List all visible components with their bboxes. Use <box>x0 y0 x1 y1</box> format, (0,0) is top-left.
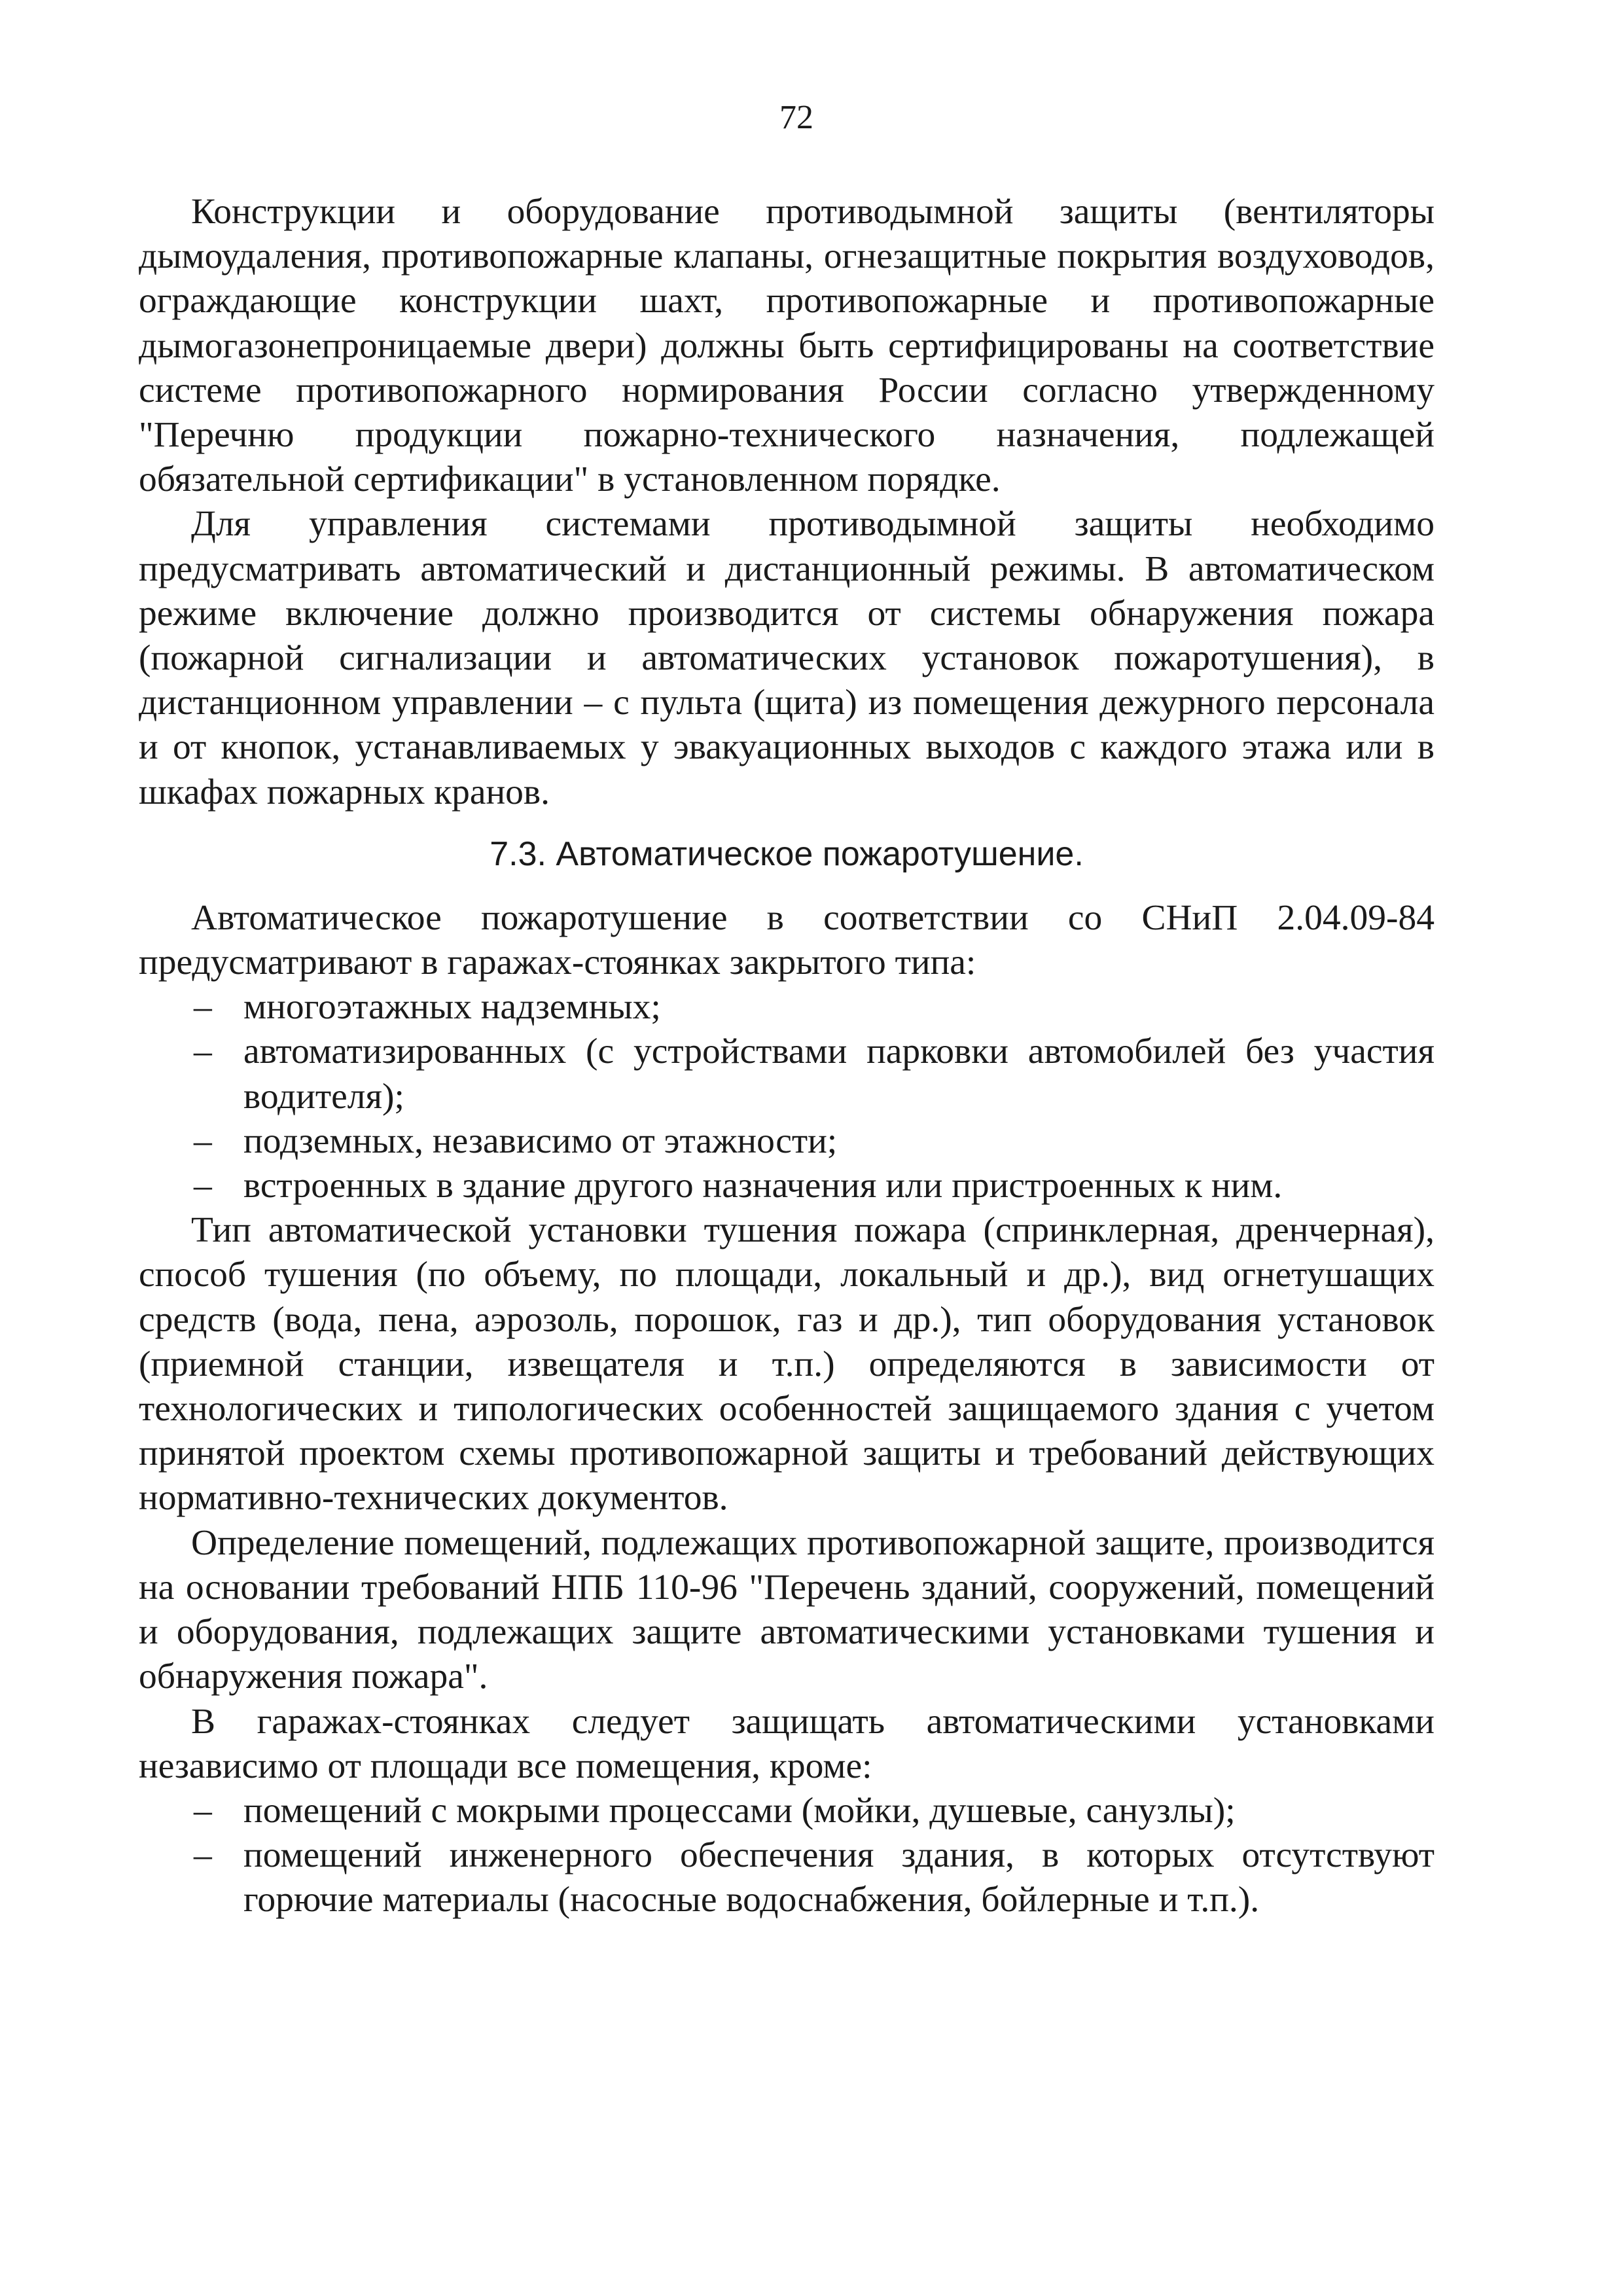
paragraph-smoke-protection-control: Для управления системами противодымной защиты необходимо предусматривать автоматический и дистанционный режимы. В автоматическом режиме включение должно производится от системы обнаружения пожара (пожарной сигнализации и автоматических установок пожаротушения), в дистанционном управлении – с пульта (щита) из помещения дежурного персонала и от кнопок, устанавливаемых у эвакуационных выходов с каждого этажа или в шкафах пожарных кранов. <box>139 504 1435 812</box>
list-item <box>139 1164 1435 1208</box>
paragraph-auto-extinguishing-intro: Автоматическое пожаротушение в соответствии со СНиП 2.04.09-84 предусматривают в гаражах-стоянках закрытого типа: <box>139 897 1435 983</box>
list-item-text: автоматизированных (с устройствами парковки автомобилей без участия водителя); <box>243 1031 1435 1117</box>
list-item <box>139 1789 1435 1833</box>
list-item <box>139 1833 1435 1922</box>
list-item <box>139 1119 1435 1164</box>
dash-marker: – <box>194 987 212 1028</box>
list-item-text: помещений инженерного обеспечения здания, в которых отсутствуют горючие материалы (насосные водоснабжения, бойлерные и т.п.). <box>243 1835 1435 1920</box>
list-item-text: помещений с мокрыми процессами (мойки, душевые, санузлы); <box>243 1790 1236 1831</box>
list-item-text: встроенных в здание другого назначения или пристроенных к ним. <box>243 1166 1283 1206</box>
dash-marker: – <box>194 1790 212 1831</box>
document-page <box>139 98 1435 1923</box>
list-item <box>139 1030 1435 1119</box>
page-number: 72 <box>779 99 813 136</box>
paragraph-premises-definition: Определение помещений, подлежащих противопожарной защите, производится на основании требований НПБ 110-96 "Перечень зданий, сооружений, помещений и оборудования, подлежащих защите автоматическими установками тушения и обнаружения пожара". <box>139 1522 1435 1697</box>
list-item <box>139 985 1435 1030</box>
paragraph-protected-premises: В гаражах-стоянках следует защищать автоматическими установками независимо от площади все помещения, кроме: <box>139 1701 1435 1786</box>
paragraph-installation-type: Тип автоматической установки тушения пожара (спринклерная, дренчерная), способ тушения (по объему, по площади, локальный и др.), вид огнетушащих средств (вода, пена, аэрозоль, порошок, газ и др.), тип оборудования установок (приемной станции, извещателя и т.п.) определяются в зависимости от технологических и типологических особенностей защищаемого здания с учетом принятой проектом схемы противопожарной защиты и требований действующих нормативно-технических документов. <box>139 1210 1435 1518</box>
list-item-text: многоэтажных надземных; <box>243 987 661 1028</box>
paragraph-smoke-protection-certification: Конструкции и оборудование противодымной защиты (вентиляторы дымоудаления, противопожарные клапаны, огнезащитные покрытия воздуховодов, ограждающие конструкции шахт, противопожарные и противопожарные дымогазонепроницаемые двери) должны быть сертифицированы на соответствие системе противопожарного нормирования России согласно утвержденному "Перечню продукции пожарно-технического назначения, подлежащей обязательной сертификации" в установленном порядке. <box>139 192 1435 500</box>
dash-marker: – <box>194 1121 212 1161</box>
dash-marker: – <box>194 1835 212 1876</box>
section-heading: 7.3. Автоматическое пожаротушение. <box>490 834 1084 873</box>
dash-marker: – <box>194 1031 212 1072</box>
garage-types-list <box>139 985 1435 1208</box>
list-item-text: подземных, независимо от этажности; <box>243 1121 838 1161</box>
exceptions-list <box>139 1789 1435 1923</box>
dash-marker: – <box>194 1166 212 1206</box>
